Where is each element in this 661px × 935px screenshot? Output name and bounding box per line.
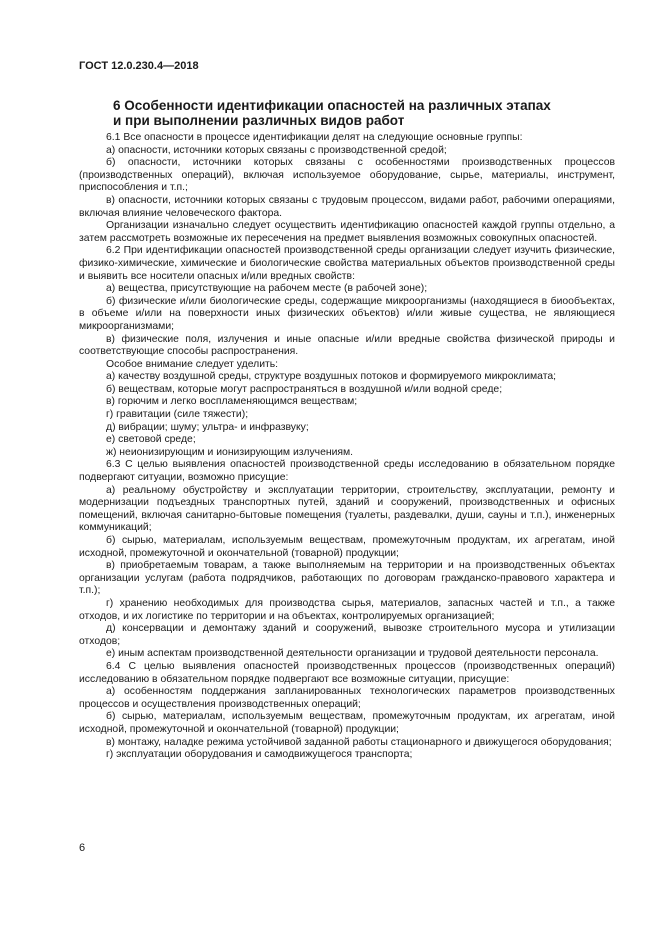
list-item: в) горючим и легко воспламеняющимся веществам; bbox=[106, 396, 358, 408]
list-item: г) гравитации (силе тяжести); bbox=[106, 409, 249, 421]
list-item: в) опасности, источники которых связаны с трудовым процессом, видами работ, рабочими операциями, включая влияние человеческого фактора. bbox=[79, 194, 615, 219]
list-item: б) сырью, материалам, используемым веществам, промежуточным продуктам, их агрегатам, иной исходной, промежуточной и окончательной (товарной) продукции; bbox=[79, 711, 615, 735]
list-item: а) качеству воздушной среды, структуре воздушных потоков и формируемого микроклимата; bbox=[106, 371, 557, 383]
list-item: ж) неионизирующим и ионизирующим излучениям. bbox=[106, 446, 354, 458]
list-item: е) световой среде; bbox=[106, 434, 196, 446]
list-item: г) эксплуатации оборудования и самодвижущегося транспорта; bbox=[106, 749, 413, 761]
list-item: в) монтажу, наладке режима устойчивой заданной работы стационарного и движущегося оборудования; bbox=[106, 736, 612, 748]
list-item: д) вибрации; шуму; ультра- и инфразвуку; bbox=[106, 421, 309, 433]
paragraph: Организации изначально следует осуществить идентификацию опасностей каждой группы отдельно, а затем рассмотреть возможные их пересечения на предмет выявления возможных совокупных опасностей. bbox=[79, 220, 615, 244]
list-item: д) консервации и демонтажу зданий и сооружений, вывозке строительного мусора и утилизации отходов; bbox=[79, 623, 615, 647]
paragraph: 6.3 С целью выявления опасностей производственной среды исследованию в обязательном порядке подвергают ситуации, возможно присущие: bbox=[79, 459, 615, 484]
list-item: а) реальному обустройству и эксплуатации территории, строительству, эксплуатации, ремонту и модернизации подъездных транспортных путей, зданий и сооружений, производственных и офисных помещений, включая санитарно-бытовые помещения (туалеты, раздевалки, души, сауны и т.п.), инженерных коммуникаций; bbox=[79, 484, 615, 534]
document-body bbox=[79, 132, 615, 762]
document-header: ГОСТ 12.0.230.4—2018 bbox=[79, 60, 199, 72]
paragraph: Особое внимание следует уделить: bbox=[106, 358, 279, 370]
page-number: 6 bbox=[79, 842, 86, 854]
list-item: б) опасности, источники которых связаны с особенностями производственных процессов (производственных операций), включая используемое оборудование, сырье, материалы, инструмент, приспособления и т.п.; bbox=[79, 157, 615, 194]
list-item: в) приобретаемым товарам, а также выполняемым на территории и на производственных объектах организации услугам (работа подрядчиков, работающих по договорам гражданско-правового характера и т.п.); bbox=[79, 560, 615, 597]
paragraph: 6.1 Все опасности в процессе идентификации делят на следующие основные группы: bbox=[106, 132, 523, 143]
paragraph: 6.2 При идентификации опасностей производственной среды организации следует изучить физические, физико-химические, химические и биологические свойства материальных объектов производственной среды и выявить все носители опасных и/или вредных свойств: bbox=[79, 245, 615, 282]
section-title bbox=[113, 98, 583, 128]
list-item: г) хранению необходимых для производства сырья, материалов, запасных частей и т.п., а также отходов, и их логистике по территории и на объектах, контролируемых организацией; bbox=[79, 597, 615, 622]
list-item: б) сырью, материалам, используемым веществам, промежуточным продуктам, их агрегатам, иной исходной, промежуточной и окончательной (товарной) продукции; bbox=[79, 535, 615, 559]
section-title-line-2: и при выполнении различных видов работ bbox=[113, 113, 405, 128]
list-item: а) вещества, присутствующие на рабочем месте (в рабочей зоне); bbox=[106, 283, 428, 295]
list-item: е) иным аспектам производственной деятельности организации и трудовой деятельности персонала. bbox=[106, 648, 599, 660]
list-item: б) веществам, которые могут распространяться в воздушной и/или водной среде; bbox=[106, 383, 503, 395]
paragraph: 6.4 С целью выявления опасностей производственных процессов (производственных операций) исследованию в обязательном порядке подвергают все возможные ситуации, присущие: bbox=[79, 660, 615, 685]
list-item: в) физические поля, излучения и иные опасные и/или вредные свойства физической природы и соответствующие способы распространения. bbox=[79, 333, 615, 358]
list-item: а) опасности, источники которых связаны с производственной средой; bbox=[106, 144, 447, 156]
list-item: б) физические и/или биологические среды, содержащие микроорганизмы (находящиеся в биообъектах, в объеме и/или на поверхности иных физических объектов) и/или живые существа, не являющиеся микроорганизмами; bbox=[79, 295, 615, 332]
section-title-line-1: 6 Особенности идентификации опасностей на различных этапах bbox=[113, 98, 551, 113]
list-item: а) особенностям поддержания запланированных технологических параметров производственных процессов и осуществления производственных операций; bbox=[79, 686, 615, 710]
